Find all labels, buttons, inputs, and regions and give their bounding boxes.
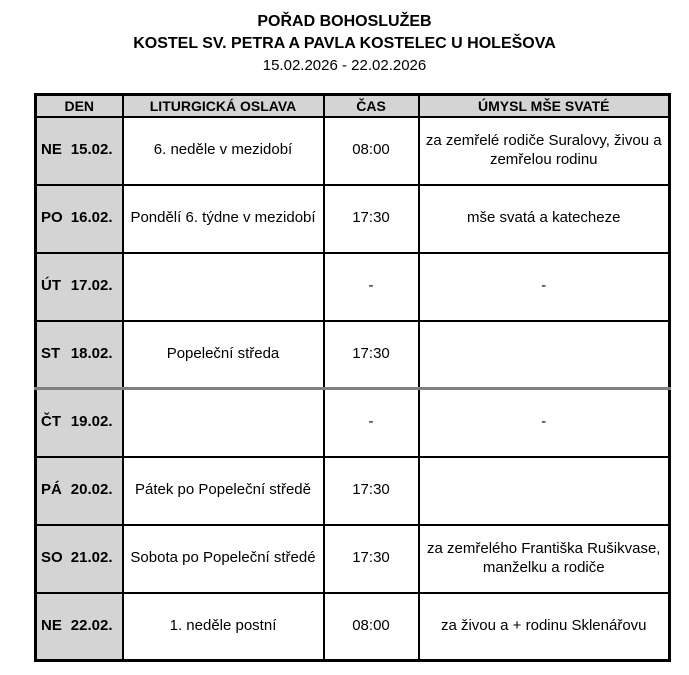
celebration-cell: Popeleční středa [123,321,324,389]
document-header [0,11,689,76]
time-cell: 08:00 [324,117,419,185]
day-wrap [41,209,113,228]
church-name: KOSTEL SV. PETRA A PAVLA KOSTELEC U HOLEŠOVA [133,35,556,53]
day-abbreviation: PÁ [41,481,62,499]
celebration-cell: Pondělí 6. týdne v mezidobí [123,185,324,253]
table-row [36,321,670,389]
intention-cell [419,457,670,525]
day-wrap [41,277,113,296]
intention-cell: za zemřelého Františka Rušikvase, manželku a rodiče [419,525,670,593]
day-abbreviation: SO [41,549,63,567]
celebration-cell: Pátek po Popeleční středě [123,457,324,525]
table-row [36,185,670,253]
page-title: POŘAD BOHOSLUŽEB [257,13,432,30]
day-abbreviation: ÚT [41,277,61,295]
day-date: 15.02. [70,141,113,159]
celebration-cell: 6. neděle v mezidobí [123,117,324,185]
time-cell: 17:30 [324,525,419,593]
day-abbreviation: NE [41,141,62,159]
day-wrap [41,481,113,500]
table-body [36,117,670,661]
time-cell: 17:30 [324,185,419,253]
celebration-cell [123,253,324,321]
day-abbreviation: ST [41,344,61,362]
table-row [36,457,670,525]
celebration-cell [123,389,324,457]
day-cell [36,253,123,321]
day-date: 19.02. [70,413,113,431]
time-cell: - [324,253,419,321]
day-cell [36,525,123,593]
day-date: 21.02. [70,549,113,567]
day-abbreviation: PO [41,209,63,227]
table-row [36,525,670,593]
table-row [36,117,670,185]
day-wrap [41,413,113,432]
column-header-day: DEN [36,95,123,117]
date-range: 15.02.2026 - 22.02.2026 [262,57,427,75]
day-cell [36,321,123,389]
schedule-table [34,93,671,662]
day-date: 16.02. [70,209,113,227]
table-row [36,389,670,457]
intention-cell [419,321,670,389]
intention-cell: - [419,389,670,457]
table-header-row [36,95,670,117]
day-date: 20.02. [70,481,113,499]
column-header-time: ČAS [324,95,419,117]
day-wrap [41,141,113,160]
day-cell [36,593,123,661]
day-cell [36,185,123,253]
time-cell: 08:00 [324,593,419,661]
intention-cell: - [419,253,670,321]
time-cell: - [324,389,419,457]
day-abbreviation: NE [41,616,62,634]
celebration-cell: 1. neděle postní [123,593,324,661]
day-wrap [41,617,113,636]
time-cell: 17:30 [324,457,419,525]
intention-cell: za živou a + rodinu Sklenářovu [419,593,670,661]
table-row [36,253,670,321]
day-abbreviation: ČT [41,413,61,431]
column-header-celebration: LITURGICKÁ OSLAVA [123,95,324,117]
day-date: 17.02. [70,277,113,295]
time-cell: 17:30 [324,321,419,389]
table-head [36,95,670,117]
day-wrap [41,549,113,568]
day-date: 18.02. [70,344,113,362]
day-cell [36,389,123,457]
intention-cell: mše svatá a katecheze [419,185,670,253]
day-wrap [41,345,113,364]
day-date: 22.02. [70,616,113,634]
day-cell [36,117,123,185]
table-row [36,593,670,661]
column-header-intention: ÚMYSL MŠE SVATÉ [419,95,670,117]
day-cell [36,457,123,525]
celebration-cell: Sobota po Popeleční středé [123,525,324,593]
intention-cell: za zemřelé rodiče Suralovy, živou a zemřelou rodinu [419,117,670,185]
